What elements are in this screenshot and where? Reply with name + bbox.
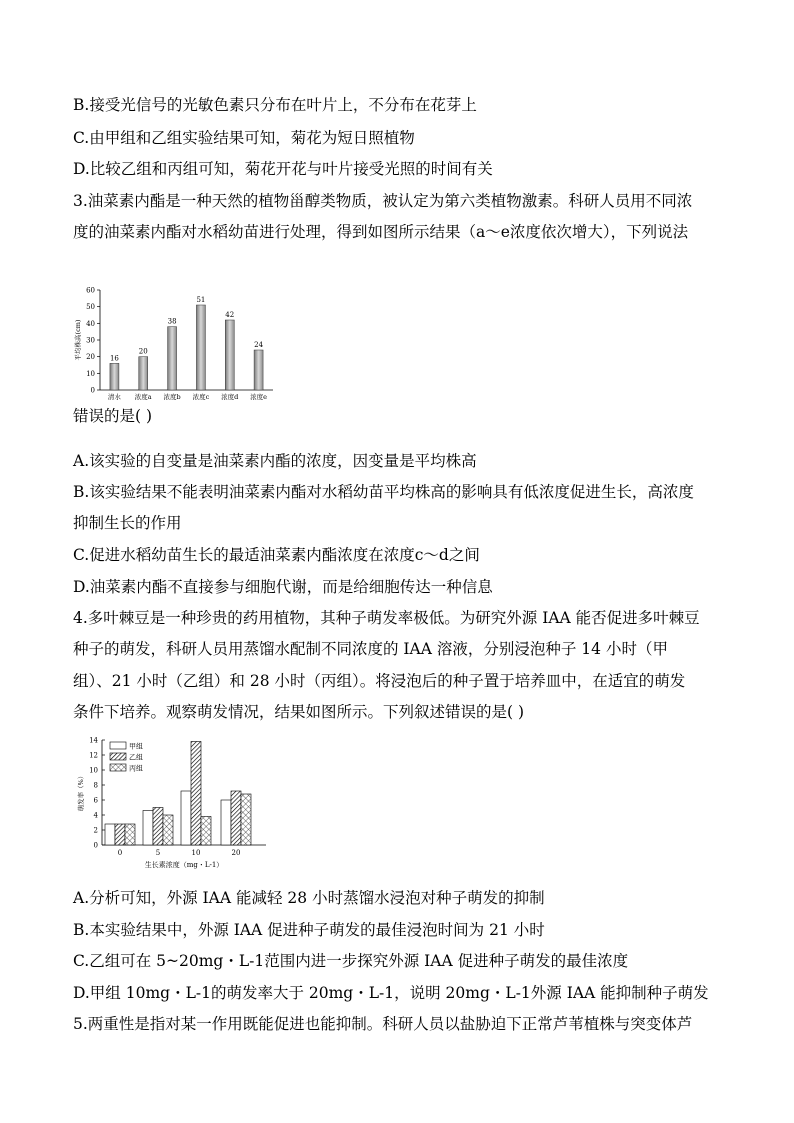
bar-乙组 [153,808,163,846]
line-8: B.该实验结果不能表明油菜素内酯对水稻幼苗平均株高的影响具有低浓度促进生长，高浓度 [73,483,694,501]
line-5: 度的油菜素内酯对水稻幼苗进行处理，得到如图所示结果（a～e浓度依次增大），下列说法 [73,223,689,241]
line-6: 错误的是( ) [73,407,153,425]
category-label: 10 [191,849,201,857]
legend-label: 甲组 [129,742,143,751]
legend-swatch [110,753,126,760]
y-tick-label: 20 [86,353,95,362]
bar-value-label: 24 [254,341,264,349]
line-12: 4.多叶棘豆是一种珍贵的药用植物，其种子萌发率极低。为研究外源 IAA 能否促进多叶棘豆 [73,609,700,627]
y-tick-label: 0 [93,841,98,850]
line-13: 种子的萌发，科研人员用蒸馏水配制不同浓度的 IAA 溶液，分别浸泡种子 14 小时（甲 [73,640,668,658]
bar [196,305,205,390]
line-14: 组）、21 小时（乙组）和 28 小时（丙组）。将浸泡后的种子置于培养皿中，在适宜的萌发 [73,672,686,690]
bar-value-label: 51 [196,296,206,304]
line-18: C.乙组可在 5~20mg・L-1范围内进一步探究外源 IAA 促进种子萌发的最佳浓度 [73,952,629,970]
bar-value-label: 20 [138,347,148,356]
line-9: 抑制生长的作用 [73,514,182,532]
bar-丙组 [163,815,173,845]
y-axis-label: 萌发率（%） [77,772,85,812]
bar-甲组 [181,791,191,845]
category-label: 浓度b [163,393,181,401]
bar [139,357,148,390]
line-15: 条件下培养。观察萌发情况，结果如图所示。下列叙述错误的是( ) [73,703,525,721]
y-axis-label: 平均株高(cm) [74,319,82,361]
line-11: D.油菜素内酯不直接参与细胞代谢，而是给细胞传达一种信息 [73,578,493,596]
category-label: 浓度c [192,393,210,401]
bar-甲组 [143,811,153,846]
y-tick-label: 10 [89,766,98,775]
line-16: A.分析可知，外源 IAA 能减轻 28 小时蒸馏水浸泡对种子萌发的抑制 [73,889,545,907]
line-19: D.甲组 10mg・L-1的萌发率大于 20mg・L-1，说明 20mg・L-1外源 IAA 能抑制种子萌发 [73,984,709,1002]
legend-label: 丙组 [129,764,143,773]
bar-value-label: 38 [167,317,177,326]
y-tick-label: 2 [93,826,98,835]
bar-value-label: 16 [109,354,119,363]
line-1: B.接受光信号的光敏色素只分布在叶片上，不分布在花芽上 [73,96,477,114]
y-tick-label: 0 [90,386,95,395]
category-label: 5 [155,849,161,857]
bar-甲组 [221,800,231,845]
y-tick-label: 8 [93,781,98,790]
bar-丙组 [125,824,135,845]
category-label: 浓度e [250,393,268,401]
bar-乙组 [191,742,201,846]
line-10: C.促进水稻幼苗生长的最适油菜素内酯浓度在浓度c～d之间 [73,546,480,564]
legend-label: 乙组 [129,753,143,762]
y-tick-label: 14 [89,736,98,745]
bar-丙组 [201,817,211,846]
line-2: C.由甲组和乙组实验结果可知，菊花为短日照植物 [73,129,415,147]
y-tick-label: 60 [86,286,95,295]
line-7: A.该实验的自变量是油菜素内酯的浓度，因变量是平均株高 [73,452,477,470]
bar [254,350,263,390]
bar-甲组 [105,824,115,845]
y-tick-label: 40 [86,319,95,328]
line-4: 3.油菜素内酯是一种天然的植物甾醇类物质，被认定为第六类植物激素。科研人员用不同浓 [73,192,693,210]
line-20: 5.两重性是指对某一作用既能促进也能抑制。科研人员以盐胁迫下正常芦苇植株与突变体芦 [73,1015,693,1033]
line-3: D.比较乙组和丙组可知，菊花开花与叶片接受光照的时间有关 [73,160,493,178]
bar-乙组 [231,791,241,845]
line-17: B.本实验结果中，外源 IAA 促进种子萌发的最佳浸泡时间为 21 小时 [73,921,545,939]
bar [168,327,177,390]
legend-swatch [110,764,126,771]
category-label: 0 [117,849,123,857]
plant-height-bar-chart [68,283,278,408]
legend-swatch [110,742,126,749]
category-label: 浓度a [134,393,152,401]
category-label: 浓度d [221,393,239,401]
y-tick-label: 12 [89,751,98,760]
y-tick-label: 4 [93,811,98,820]
y-tick-label: 50 [86,303,95,312]
bar-乙组 [115,824,125,845]
germination-rate-bar-chart [76,730,276,870]
bar-value-label: 42 [225,311,235,319]
x-axis-label: 生长素浓度（mg・L-1） [144,861,224,869]
bar-丙组 [241,794,251,845]
bar [110,363,119,390]
bar [225,320,234,390]
y-tick-label: 10 [86,369,95,378]
category-label: 20 [231,849,241,857]
category-label: 清水 [107,393,121,401]
y-tick-label: 30 [86,336,95,345]
y-tick-label: 6 [93,796,98,805]
